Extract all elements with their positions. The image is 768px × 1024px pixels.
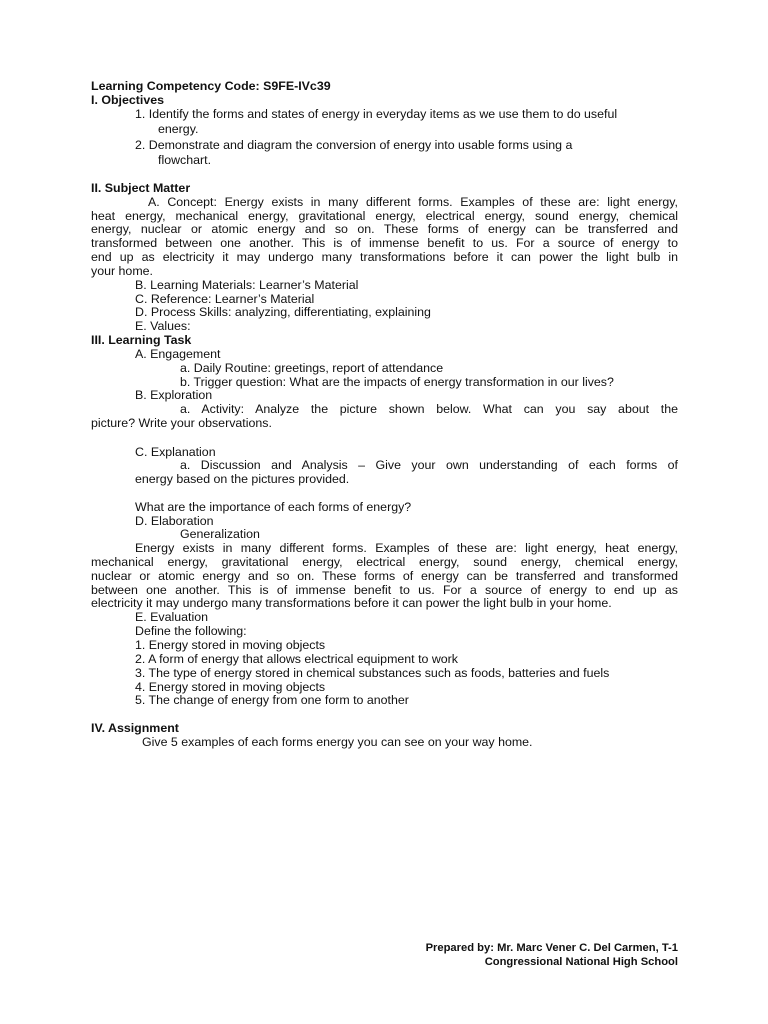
define-instruction: Define the following: [135, 624, 247, 638]
evaluation-item-2: 2. A form of energy that allows electrical equipment to work [135, 652, 459, 666]
concept-line-4: transformed between one another. This is of immense benefit to us. For a source of energy to [91, 236, 678, 250]
process-skills: D. Process Skills: analyzing, differentiating, explaining [135, 305, 431, 319]
objectives-heading: I. Objectives [91, 93, 165, 107]
assignment-text: Give 5 examples of each forms energy you can see on your way home. [142, 735, 533, 749]
evaluation-item-4: 4. Energy stored in moving objects [135, 680, 326, 694]
generalization-line-5: electricity it may undergo many transformations before it can power the light bulb in your home. [91, 596, 612, 610]
concept-line-2: heat energy, mechanical energy, gravitational energy, electrical energy, sound energy, chemical [91, 209, 678, 223]
elaboration-heading: D. Elaboration [135, 514, 214, 528]
daily-routine: a. Daily Routine: greetings, report of attendance [180, 361, 444, 375]
competency-code: Learning Competency Code: S9FE-IVc39 [91, 79, 331, 93]
values: E. Values: [135, 319, 191, 333]
evaluation-item-1: 1. Energy stored in moving objects [135, 638, 326, 652]
objective-1-line-1: 1. Identify the forms and states of energy in everyday items as we use them to do useful [135, 107, 618, 121]
trigger-question: b. Trigger question: What are the impacts of energy transformation in our lives? [180, 375, 614, 389]
concept-line-5: end up as electricity it may undergo many transformations before it can power the light bulb in [91, 250, 678, 264]
activity-line-2: picture? Write your observations. [91, 416, 272, 430]
discussion-line-2: energy based on the pictures provided. [135, 472, 350, 486]
generalization-line-1: Energy exists in many different forms. Examples of these are: light energy, heat energy, [135, 541, 678, 555]
objective-2-line-1: 2. Demonstrate and diagram the conversion of energy into usable forms using a [135, 138, 573, 152]
concept-line-3: energy, nuclear or atomic energy and so on. These forms of energy can be transferred and [91, 222, 678, 236]
learning-materials: B. Learning Materials: Learner’s Material [135, 278, 359, 292]
generalization-line-3: nuclear or atomic energy and so on. These forms of energy can be transferred and transformed [91, 569, 678, 583]
reference: C. Reference: Learner’s Material [135, 292, 315, 306]
objective-2-line-2: flowchart. [158, 153, 212, 167]
school-name: Congressional National High School [484, 956, 678, 968]
learning-task-heading: III. Learning Task [91, 333, 192, 347]
generalization-heading: Generalization [180, 527, 260, 541]
generalization-line-4: between one another. This is of immense benefit to us. For a source of energy to end up as [91, 583, 678, 597]
prepared-by: Prepared by: Mr. Marc Vener C. Del Carmen, T-1 [425, 942, 678, 954]
activity-line-1: a. Activity: Analyze the picture shown below. What can you say about the [180, 402, 678, 416]
concept-line-1: A. Concept: Energy exists in many different forms. Examples of these are: light energy, [148, 195, 678, 209]
objective-1-line-2: energy. [158, 122, 199, 136]
exploration-heading: B. Exploration [135, 388, 213, 402]
importance-question: What are the importance of each forms of energy? [135, 500, 412, 514]
discussion-line-1: a. Discussion and Analysis – Give your own understanding of each forms of [180, 458, 678, 472]
evaluation-item-5: 5. The change of energy from one form to another [135, 693, 409, 707]
engagement-heading: A. Engagement [135, 347, 221, 361]
evaluation-item-3: 3. The type of energy stored in chemical substances such as foods, batteries and fuels [135, 666, 610, 680]
evaluation-heading: E. Evaluation [135, 610, 209, 624]
concept-line-6: your home. [91, 264, 153, 278]
assignment-heading: IV. Assignment [91, 721, 179, 735]
explanation-heading: C. Explanation [135, 445, 216, 459]
generalization-line-2: mechanical energy, gravitational energy, electrical energy, sound energy, chemical energy, [91, 555, 678, 569]
subject-matter-heading: II. Subject Matter [91, 181, 191, 195]
